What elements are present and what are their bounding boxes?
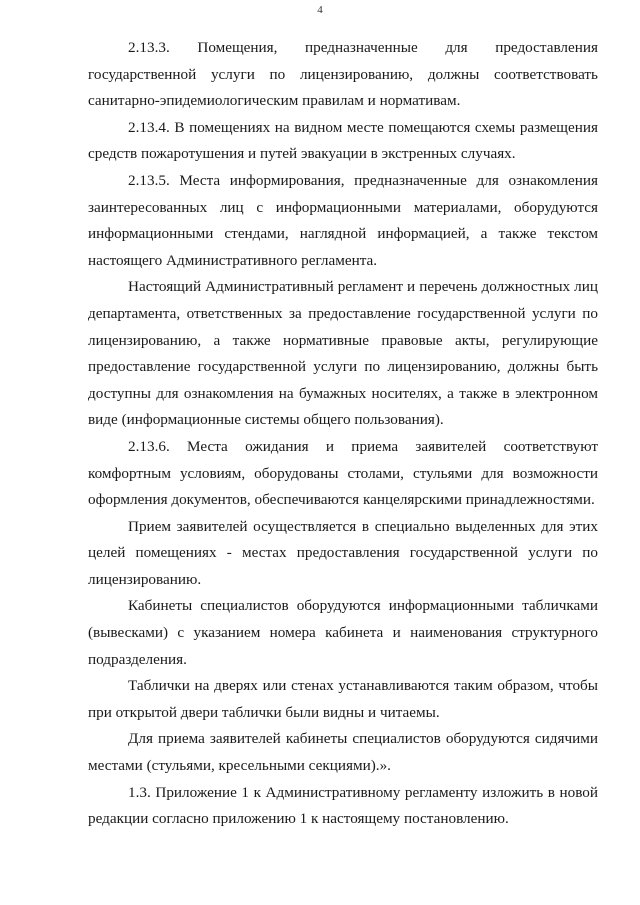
- paragraph-2-13-4: 2.13.4. В помещениях на видном месте помещаются схемы размещения средств пожаротушения и путей эвакуации в экстренных случаях.: [88, 118, 598, 163]
- paragraph-2-13-6: 2.13.6. Места ожидания и приема заявителей соответствуют комфортным условиям, оборудованы столами, стульями для возможности оформления документов, обеспечиваются канцелярскими принадлежностями.: [88, 437, 598, 509]
- paragraph-office-signs: Кабинеты специалистов оборудуются информационными табличками (вывесками) с указанием номера кабинета и наименования структурного подразделения.: [88, 597, 598, 668]
- paragraph-reception: Прием заявителей осуществляется в специально выделенных для этих целей помещениях - местах предоставления государственной услуги по лицензированию.: [88, 517, 598, 588]
- page-number: 4: [317, 4, 323, 16]
- paragraph-2-13-5: 2.13.5. Места информирования, предназначенные для ознакомления заинтересованных лиц с информационными материалами, оборудуются информационными стендами, наглядной информацией, а также текстом настоящего Административного регламента.: [88, 171, 598, 269]
- paragraph-regulation-access: Настоящий Административный регламент и перечень должностных лиц департамента, ответственных за предоставление государственной услуги по лицензированию, а также нормативные правовые акты, регулирующие предоставление государственной услуги по лицензированию, должны быть доступны для ознакомления на бумажных носителях, а также в электронном виде (информационные системы общего пользования).: [88, 278, 598, 429]
- paragraph-door-plates: Таблички на дверях или стенах устанавливаются таким образом, чтобы при открытой двери таблички были видны и читаемы.: [88, 677, 598, 721]
- paragraph-seating: Для приема заявителей кабинеты специалистов оборудуются сидячими местами (стульями, кресельными секциями).».: [88, 730, 598, 775]
- document-body: [88, 35, 598, 833]
- paragraph-2-13-3: 2.13.3. Помещения, предназначенные для предоставления государственной услуги по лицензированию, должны соответствовать санитарно-эпидемиологическим правилам и нормативам.: [88, 39, 598, 110]
- paragraph-1-3: 1.3. Приложение 1 к Административному регламенту изложить в новой редакции согласно приложению 1 к настоящему постановлению.: [88, 783, 598, 828]
